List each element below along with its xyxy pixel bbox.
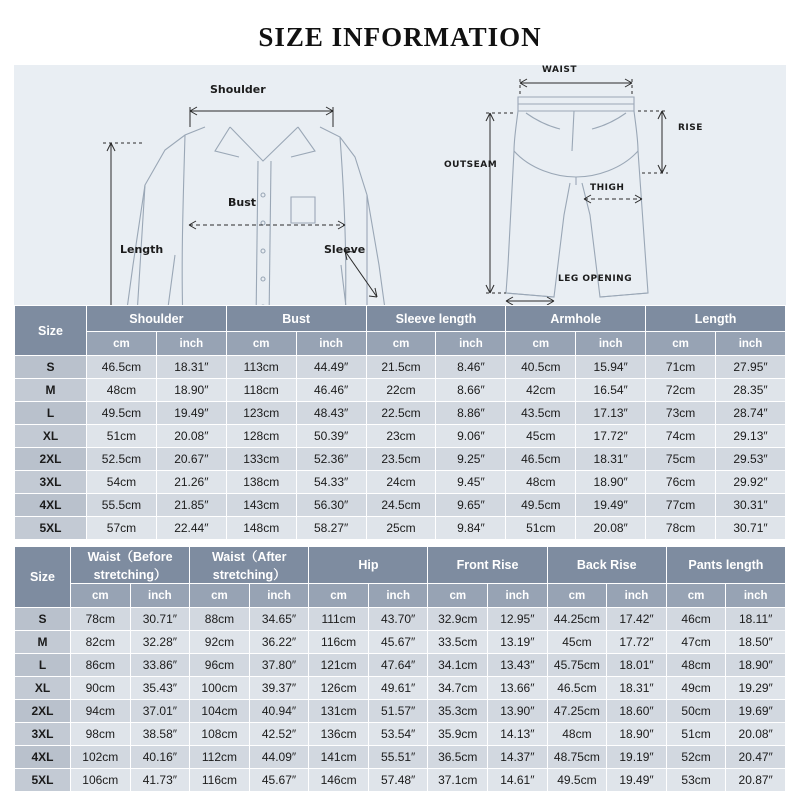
table-row: [15, 746, 786, 769]
row-size: 5XL: [15, 769, 71, 792]
pants-table-body: [15, 608, 786, 792]
illustration-band: [14, 65, 786, 305]
table-row: [15, 379, 786, 402]
cell: 30.71″: [130, 608, 190, 631]
label-sleeve: Sleeve: [324, 243, 366, 256]
cell: 50.39″: [296, 425, 366, 448]
tops-group-armhole: Armhole: [506, 306, 646, 332]
row-size: M: [15, 379, 87, 402]
cell: 20.67″: [156, 448, 226, 471]
cell: 21.26″: [156, 471, 226, 494]
cell: 33.86″: [130, 654, 190, 677]
cell: 33.5cm: [428, 631, 488, 654]
cell: 82cm: [71, 631, 131, 654]
tops-size-table: [14, 305, 786, 540]
label-rise: RISE: [678, 123, 703, 133]
cell: 28.74″: [716, 402, 786, 425]
cell: 9.65″: [436, 494, 506, 517]
cell: 43.70″: [368, 608, 428, 631]
cell: 20.08″: [726, 723, 786, 746]
table-row: [15, 356, 786, 379]
cell: 35.3cm: [428, 700, 488, 723]
row-size: 3XL: [15, 723, 71, 746]
pants-size-corner: [15, 547, 71, 608]
cell: 29.53″: [716, 448, 786, 471]
tops-group-shoulder: Shoulder: [87, 306, 227, 332]
cell: 56.30″: [296, 494, 366, 517]
cell: 54.33″: [296, 471, 366, 494]
cell: 22.5cm: [366, 402, 436, 425]
pants-group-hip: Hip: [309, 547, 428, 584]
cell: 43.5cm: [506, 402, 576, 425]
row-size: XL: [15, 425, 87, 448]
cell: 27.95″: [716, 356, 786, 379]
cell: 42.52″: [249, 723, 309, 746]
cell: 18.60″: [607, 700, 667, 723]
pants-unit-inch-3: inch: [368, 584, 428, 608]
pants-unit-inch-6: inch: [726, 584, 786, 608]
cell: 14.13″: [488, 723, 548, 746]
cell: 111cm: [309, 608, 369, 631]
cell: 18.90″: [607, 723, 667, 746]
cell: 136cm: [309, 723, 369, 746]
cell: 50cm: [666, 700, 726, 723]
pants-group-row: [15, 547, 786, 584]
cell: 18.90″: [156, 379, 226, 402]
cell: 19.49″: [156, 402, 226, 425]
row-size: 5XL: [15, 517, 87, 540]
cell: 37.1cm: [428, 769, 488, 792]
cell: 15.94″: [576, 356, 646, 379]
label-outseam: OUTSEAM: [444, 160, 498, 170]
table-row: [15, 402, 786, 425]
tops-table-body: [15, 356, 786, 540]
cell: 46cm: [666, 608, 726, 631]
cell: 35.43″: [130, 677, 190, 700]
pants-group-waist-before: Waist（Before stretching）: [71, 547, 190, 584]
cell: 46.5cm: [87, 356, 157, 379]
cell: 90cm: [71, 677, 131, 700]
table-row: [15, 677, 786, 700]
row-size: M: [15, 631, 71, 654]
cell: 123cm: [226, 402, 296, 425]
tops-unit-inch-4: inch: [576, 332, 646, 356]
cell: 71cm: [646, 356, 716, 379]
cell: 47.64″: [368, 654, 428, 677]
cell: 112cm: [190, 746, 250, 769]
cell: 49.5cm: [87, 402, 157, 425]
cell: 34.65″: [249, 608, 309, 631]
cell: 48cm: [547, 723, 607, 746]
cell: 141cm: [309, 746, 369, 769]
row-size: 4XL: [15, 494, 87, 517]
cell: 42cm: [506, 379, 576, 402]
pants-unit-inch-5: inch: [607, 584, 667, 608]
cell: 13.90″: [488, 700, 548, 723]
row-size: 3XL: [15, 471, 87, 494]
cell: 49.5cm: [506, 494, 576, 517]
tops-group-length: Length: [646, 306, 786, 332]
cell: 18.31″: [607, 677, 667, 700]
tops-unit-cm-3: cm: [366, 332, 436, 356]
cell: 49cm: [666, 677, 726, 700]
cell: 8.46″: [436, 356, 506, 379]
cell: 40.5cm: [506, 356, 576, 379]
table-row: [15, 517, 786, 540]
cell: 133cm: [226, 448, 296, 471]
cell: 17.13″: [576, 402, 646, 425]
cell: 118cm: [226, 379, 296, 402]
label-thigh: THIGH: [590, 183, 625, 193]
pants-size-table: [14, 546, 786, 792]
cell: 45.75cm: [547, 654, 607, 677]
cell: 45cm: [506, 425, 576, 448]
cell: 88cm: [190, 608, 250, 631]
cell: 37.01″: [130, 700, 190, 723]
cell: 17.72″: [607, 631, 667, 654]
cell: 72cm: [646, 379, 716, 402]
cell: 18.01″: [607, 654, 667, 677]
cell: 34.7cm: [428, 677, 488, 700]
cell: 128cm: [226, 425, 296, 448]
tops-unit-row: [15, 332, 786, 356]
cell: 18.50″: [726, 631, 786, 654]
pants-group-front-rise: Front Rise: [428, 547, 547, 584]
cell: 47cm: [666, 631, 726, 654]
row-size: 4XL: [15, 746, 71, 769]
cell: 106cm: [71, 769, 131, 792]
cell: 17.42″: [607, 608, 667, 631]
cell: 113cm: [226, 356, 296, 379]
tops-unit-inch-1: inch: [156, 332, 226, 356]
cell: 30.71″: [716, 517, 786, 540]
cell: 19.69″: [726, 700, 786, 723]
cell: 77cm: [646, 494, 716, 517]
tops-size-corner: [15, 306, 87, 356]
cell: 108cm: [190, 723, 250, 746]
row-size: L: [15, 402, 87, 425]
cell: 18.11″: [726, 608, 786, 631]
cell: 8.66″: [436, 379, 506, 402]
cell: 73cm: [646, 402, 716, 425]
cell: 44.09″: [249, 746, 309, 769]
shirt-illustration: [14, 65, 456, 305]
row-size: S: [15, 356, 87, 379]
table-row: [15, 608, 786, 631]
pants-table-head: [15, 547, 786, 608]
row-size: 2XL: [15, 700, 71, 723]
cell: 22cm: [366, 379, 436, 402]
cell: 98cm: [71, 723, 131, 746]
cell: 35.9cm: [428, 723, 488, 746]
cell: 148cm: [226, 517, 296, 540]
cell: 34.1cm: [428, 654, 488, 677]
cell: 58.27″: [296, 517, 366, 540]
cell: 40.94″: [249, 700, 309, 723]
shirt-drawing: [14, 65, 456, 305]
cell: 17.72″: [576, 425, 646, 448]
cell: 48cm: [666, 654, 726, 677]
cell: 18.90″: [576, 471, 646, 494]
pants-size-header: Size: [29, 570, 55, 584]
cell: 9.06″: [436, 425, 506, 448]
cell: 19.29″: [726, 677, 786, 700]
cell: 28.35″: [716, 379, 786, 402]
cell: 9.25″: [436, 448, 506, 471]
pants-unit-cm-6: cm: [666, 584, 726, 608]
cell: 19.49″: [607, 769, 667, 792]
cell: 14.61″: [488, 769, 548, 792]
table-row: [15, 700, 786, 723]
pants-illustration: [444, 65, 786, 305]
cell: 37.80″: [249, 654, 309, 677]
cell: 24cm: [366, 471, 436, 494]
cell: 29.13″: [716, 425, 786, 448]
cell: 19.19″: [607, 746, 667, 769]
label-length: Length: [120, 243, 164, 256]
pants-group-back-rise: Back Rise: [547, 547, 666, 584]
cell: 57cm: [87, 517, 157, 540]
cell: 36.22″: [249, 631, 309, 654]
cell: 52cm: [666, 746, 726, 769]
cell: 12.95″: [488, 608, 548, 631]
cell: 48.75cm: [547, 746, 607, 769]
cell: 46.46″: [296, 379, 366, 402]
cell: 55.51″: [368, 746, 428, 769]
pants-unit-cm-4: cm: [428, 584, 488, 608]
cell: 38.58″: [130, 723, 190, 746]
cell: 40.16″: [130, 746, 190, 769]
cell: 29.92″: [716, 471, 786, 494]
tops-group-bust: Bust: [226, 306, 366, 332]
table-row: [15, 723, 786, 746]
tops-unit-cm-4: cm: [506, 332, 576, 356]
cell: 13.66″: [488, 677, 548, 700]
cell: 78cm: [646, 517, 716, 540]
cell: 46.5cm: [547, 677, 607, 700]
page-title: SIZE INFORMATION: [258, 22, 542, 52]
cell: 20.08″: [156, 425, 226, 448]
cell: 92cm: [190, 631, 250, 654]
label-shoulder: Shoulder: [210, 83, 266, 96]
tops-unit-cm-2: cm: [226, 332, 296, 356]
cell: 96cm: [190, 654, 250, 677]
table-row: [15, 425, 786, 448]
table-row: [15, 448, 786, 471]
cell: 32.9cm: [428, 608, 488, 631]
label-leg-opening: LEG OPENING: [558, 274, 633, 284]
cell: 75cm: [646, 448, 716, 471]
cell: 13.19″: [488, 631, 548, 654]
cell: 126cm: [309, 677, 369, 700]
pants-unit-cm-2: cm: [190, 584, 250, 608]
row-size: 2XL: [15, 448, 87, 471]
cell: 53cm: [666, 769, 726, 792]
cell: 51cm: [87, 425, 157, 448]
cell: 74cm: [646, 425, 716, 448]
cell: 121cm: [309, 654, 369, 677]
pants-group-waist-after: Waist（After stretching）: [190, 547, 309, 584]
pants-unit-inch-1: inch: [130, 584, 190, 608]
cell: 46.5cm: [506, 448, 576, 471]
cell: 21.5cm: [366, 356, 436, 379]
row-size: L: [15, 654, 71, 677]
cell: 102cm: [71, 746, 131, 769]
pants-group-pants-length: Pants length: [666, 547, 785, 584]
cell: 41.73″: [130, 769, 190, 792]
tops-group-row: [15, 306, 786, 332]
cell: 47.25cm: [547, 700, 607, 723]
cell: 9.84″: [436, 517, 506, 540]
cell: 16.54″: [576, 379, 646, 402]
cell: 76cm: [646, 471, 716, 494]
cell: 51.57″: [368, 700, 428, 723]
tops-unit-inch-5: inch: [716, 332, 786, 356]
cell: 36.5cm: [428, 746, 488, 769]
tops-unit-inch-2: inch: [296, 332, 366, 356]
cell: 21.85″: [156, 494, 226, 517]
cell: 45.67″: [249, 769, 309, 792]
cell: 44.25cm: [547, 608, 607, 631]
cell: 14.37″: [488, 746, 548, 769]
cell: 22.44″: [156, 517, 226, 540]
cell: 19.49″: [576, 494, 646, 517]
pants-unit-inch-2: inch: [249, 584, 309, 608]
cell: 131cm: [309, 700, 369, 723]
pants-unit-cm-3: cm: [309, 584, 369, 608]
cell: 57.48″: [368, 769, 428, 792]
table-row: [15, 471, 786, 494]
cell: 9.45″: [436, 471, 506, 494]
cell: 49.61″: [368, 677, 428, 700]
label-bust: Bust: [228, 196, 257, 209]
cell: 146cm: [309, 769, 369, 792]
cell: 116cm: [309, 631, 369, 654]
cell: 8.86″: [436, 402, 506, 425]
cell: 18.90″: [726, 654, 786, 677]
pants-unit-cm-5: cm: [547, 584, 607, 608]
cell: 23.5cm: [366, 448, 436, 471]
cell: 30.31″: [716, 494, 786, 517]
cell: 52.36″: [296, 448, 366, 471]
cell: 18.31″: [156, 356, 226, 379]
cell: 13.43″: [488, 654, 548, 677]
cell: 94cm: [71, 700, 131, 723]
cell: 49.5cm: [547, 769, 607, 792]
cell: 138cm: [226, 471, 296, 494]
row-size: XL: [15, 677, 71, 700]
table-row: [15, 631, 786, 654]
pants-unit-cm-1: cm: [71, 584, 131, 608]
cell: 143cm: [226, 494, 296, 517]
cell: 25cm: [366, 517, 436, 540]
tops-table-head: [15, 306, 786, 356]
cell: 24.5cm: [366, 494, 436, 517]
cell: 78cm: [71, 608, 131, 631]
cell: 20.47″: [726, 746, 786, 769]
cell: 23cm: [366, 425, 436, 448]
label-waist: WAIST: [542, 65, 577, 75]
cell: 20.87″: [726, 769, 786, 792]
cell: 32.28″: [130, 631, 190, 654]
cell: 116cm: [190, 769, 250, 792]
tops-unit-cm-1: cm: [87, 332, 157, 356]
cell: 48cm: [506, 471, 576, 494]
cell: 55.5cm: [87, 494, 157, 517]
row-size: S: [15, 608, 71, 631]
cell: 48.43″: [296, 402, 366, 425]
tops-group-sleeve-length: Sleeve length: [366, 306, 506, 332]
cell: 44.49″: [296, 356, 366, 379]
cell: 45cm: [547, 631, 607, 654]
cell: 39.37″: [249, 677, 309, 700]
cell: 51cm: [506, 517, 576, 540]
cell: 86cm: [71, 654, 131, 677]
cell: 45.67″: [368, 631, 428, 654]
pants-unit-row: [15, 584, 786, 608]
table-row: [15, 654, 786, 677]
cell: 52.5cm: [87, 448, 157, 471]
cell: 100cm: [190, 677, 250, 700]
table-row: [15, 769, 786, 792]
cell: 18.31″: [576, 448, 646, 471]
tops-unit-cm-5: cm: [646, 332, 716, 356]
tops-size-header: Size: [37, 323, 63, 338]
cell: 48cm: [87, 379, 157, 402]
cell: 104cm: [190, 700, 250, 723]
cell: 20.08″: [576, 517, 646, 540]
table-row: [15, 494, 786, 517]
cell: 51cm: [666, 723, 726, 746]
tops-unit-inch-3: inch: [436, 332, 506, 356]
cell: 54cm: [87, 471, 157, 494]
cell: 53.54″: [368, 723, 428, 746]
pants-unit-inch-4: inch: [488, 584, 548, 608]
